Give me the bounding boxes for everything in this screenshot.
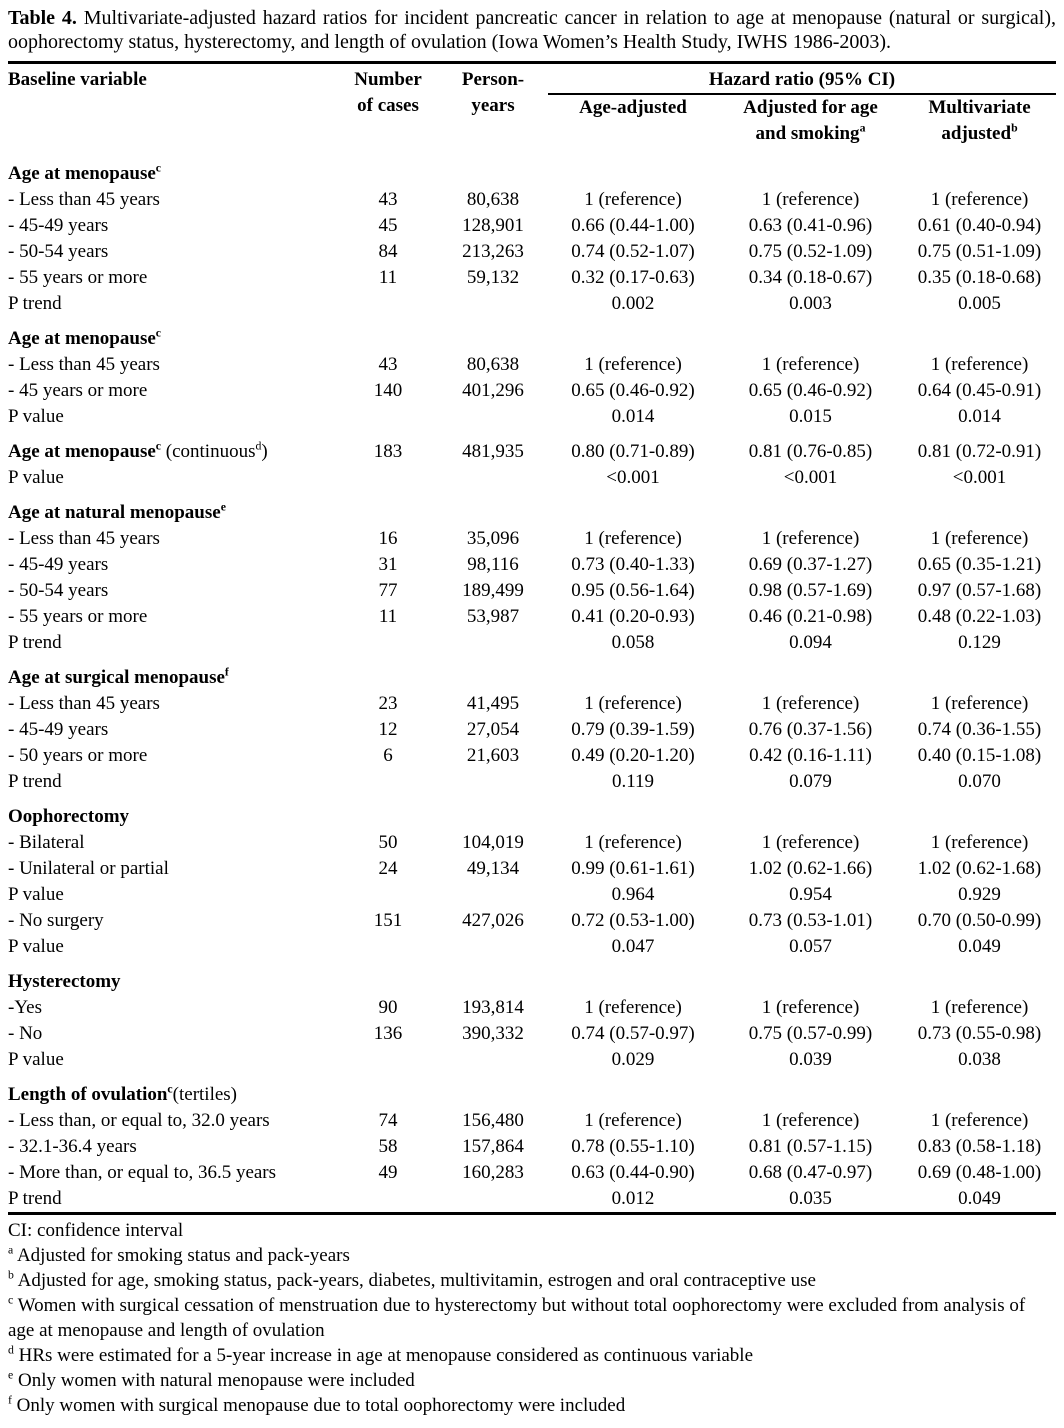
- section-heading-rest: (tertiles): [172, 1084, 238, 1105]
- cell-hr-multivariate: 1 (reference): [930, 693, 1029, 714]
- section-heading-sup: c: [155, 439, 162, 453]
- cell-hr-multivariate: 1 (reference): [930, 189, 1029, 210]
- cell-cases: 11: [378, 267, 398, 288]
- footnote-marker: c: [8, 1293, 14, 1307]
- section-heading: [8, 960, 1056, 995]
- section-heading-row: [8, 1073, 1056, 1108]
- cell-cases: 23: [378, 693, 398, 714]
- cell-hr-age-adjusted: 0.74 (0.57-0.97): [571, 1023, 695, 1044]
- cell-person-years: [438, 934, 548, 960]
- section-heading-row: [8, 152, 1056, 187]
- section-heading-rest-end: ): [261, 441, 268, 462]
- section-heading-text: Oophorectomy: [8, 806, 130, 827]
- cell-baseline: - Less than, or equal to, 32.0 years: [8, 1110, 270, 1131]
- cell-cases: [338, 630, 438, 656]
- cell-person-years: 41,495: [466, 693, 520, 714]
- table-caption-text: Multivariate-adjusted hazard ratios for incident pancreatic cancer in relation to age at menopause (natural or surgical), oophorectomy status, hysterectomy, and length of ovulation (Iowa Women’s Health Study, IWHS 1986-2003).: [8, 7, 1057, 53]
- cell-person-years: 390,332: [462, 1023, 524, 1044]
- cell-hr-multivariate: 0.35 (0.18-0.68): [917, 267, 1042, 288]
- cell-hr-age-adjusted: 1 (reference): [584, 693, 682, 714]
- cell-baseline: - 32.1-36.4 years: [8, 1136, 137, 1157]
- cell-baseline: - No surgery: [8, 910, 104, 931]
- table-row: [8, 769, 1056, 795]
- col-header-person-line1: Person-: [461, 69, 525, 90]
- cell-hr-age-adjusted: 0.73 (0.40-1.33): [571, 554, 695, 575]
- cell-hr-age-smoking: 0.34 (0.18-0.67): [748, 267, 873, 288]
- cell-hr-age-adjusted: 0.32 (0.17-0.63): [571, 267, 695, 288]
- cell-person-years: 49,134: [466, 858, 520, 879]
- cell-hr-age-smoking: 0.015: [789, 406, 832, 427]
- cell-cases: 77: [378, 580, 398, 601]
- cell-hr-age-smoking: 0.69 (0.37-1.27): [748, 554, 873, 575]
- section-heading: [8, 317, 1056, 352]
- cell-hr-multivariate: 1 (reference): [930, 528, 1029, 549]
- col-header-smoking-line2-text: and smoking: [755, 123, 860, 144]
- cell-person-years: [438, 404, 548, 430]
- cell-hr-multivariate: 0.70 (0.50-0.99): [917, 910, 1042, 931]
- cell-hr-age-smoking: 0.75 (0.57-0.99): [748, 1023, 873, 1044]
- cell-hr-age-adjusted: 0.49 (0.20-1.20): [571, 745, 695, 766]
- col-header-hazard-ratio: [548, 63, 1056, 95]
- section-heading: [8, 152, 1056, 187]
- cell-hr-age-adjusted: 0.41 (0.20-0.93): [571, 606, 695, 627]
- table-row: [8, 213, 1056, 239]
- footnote-marker: f: [8, 1393, 12, 1407]
- cell-person-years: [438, 291, 548, 317]
- table-row: [8, 691, 1056, 717]
- cell-baseline: - 50-54 years: [8, 241, 109, 262]
- cell-hr-age-adjusted: 0.964: [611, 884, 655, 905]
- cell-hr-multivariate: 0.049: [958, 1188, 1001, 1209]
- cell-hr-age-smoking: 0.954: [789, 884, 832, 905]
- cell-person-years: [438, 882, 548, 908]
- cell-hr-age-smoking: 0.68 (0.47-0.97): [748, 1162, 873, 1183]
- footnote-line: [8, 1368, 1056, 1393]
- cell-person-years: 427,026: [462, 910, 524, 931]
- cell-hr-multivariate: 0.070: [958, 771, 1001, 792]
- cell-hr-age-smoking: 0.73 (0.53-1.01): [748, 910, 873, 931]
- cell-hr-age-adjusted: <0.001: [606, 467, 660, 488]
- cell-hr-age-adjusted: 0.029: [611, 1049, 655, 1070]
- table-row: [8, 239, 1056, 265]
- col-header-smoking-line2: [718, 121, 903, 147]
- cell-hr-age-smoking: 1 (reference): [761, 189, 860, 210]
- cell-cases: 12: [378, 719, 398, 740]
- cell-person-years: 189,499: [462, 580, 524, 601]
- cell-person-years: 157,864: [462, 1136, 524, 1157]
- cell-person-years: 80,638: [466, 189, 520, 210]
- table-row: [8, 830, 1056, 856]
- table-row: [8, 856, 1056, 882]
- table-row: [8, 265, 1056, 291]
- cell-hr-age-smoking: 0.65 (0.46-0.92): [748, 380, 873, 401]
- cell-hr-age-adjusted: 0.78 (0.55-1.10): [571, 1136, 695, 1157]
- table-row: [8, 404, 1056, 430]
- section-heading-text: Age at surgical menopause$^f$: [8, 665, 229, 688]
- cell-hr-age-adjusted: 0.80 (0.71-0.89): [571, 441, 695, 462]
- section-heading-text: Age at menopause$^c$: [8, 161, 162, 184]
- section-heading-row: [8, 317, 1056, 352]
- cell-person-years: 53,987: [466, 606, 520, 627]
- col-header-smoking-line1: Adjusted for age: [743, 97, 878, 118]
- cell-baseline: - 55 years or more: [8, 606, 148, 627]
- cell-baseline: P value: [8, 1049, 64, 1070]
- cell-baseline: P value: [8, 936, 64, 957]
- col-header-baseline-variable: [8, 63, 338, 153]
- cell-baseline: P trend: [8, 293, 62, 314]
- cell-cases: 43: [378, 354, 398, 375]
- table-row: [8, 465, 1056, 491]
- cell-hr-age-adjusted: 0.74 (0.52-1.07): [571, 241, 695, 262]
- cell-hr-age-smoking: 0.76 (0.37-1.56): [748, 719, 873, 740]
- cell-person-years: 98,116: [467, 554, 519, 575]
- col-header-adjusted-age-smoking: [718, 94, 903, 152]
- table-row: [8, 291, 1056, 317]
- cell-baseline: P value: [8, 467, 64, 488]
- cell-hr-multivariate: 0.75 (0.51-1.09): [917, 241, 1042, 262]
- col-header-multivariate-line1: Multivariate: [928, 97, 1031, 118]
- footnote-marker: b: [8, 1268, 14, 1282]
- footnotes: [8, 1215, 1056, 1418]
- cell-hr-age-adjusted: 0.058: [611, 632, 655, 653]
- cell-hr-multivariate: 0.97 (0.57-1.68): [917, 580, 1042, 601]
- section-heading-text: Hysterectomy: [8, 971, 121, 992]
- cell-hr-multivariate: 0.005: [958, 293, 1001, 314]
- cell-hr-multivariate: 0.83 (0.58-1.18): [917, 1136, 1042, 1157]
- cell-hr-age-smoking: 0.039: [789, 1049, 832, 1070]
- cell-baseline: - Less than 45 years: [8, 693, 160, 714]
- cell-hr-multivariate: 0.61 (0.40-0.94): [917, 215, 1042, 236]
- cell-hr-age-adjusted: 0.119: [611, 771, 655, 792]
- section-heading-text: Age at menopause$^c$: [8, 439, 162, 462]
- footnote-marker-a: a: [859, 121, 866, 135]
- cell-cases: 140: [373, 380, 403, 401]
- cell-hr-age-smoking: 0.63 (0.41-0.96): [748, 215, 873, 236]
- col-header-baseline-text: Baseline variable: [8, 69, 147, 90]
- cell-hr-age-smoking: 1 (reference): [761, 832, 860, 853]
- cell-person-years: 80,638: [466, 354, 520, 375]
- col-header-age-adjusted: [548, 94, 718, 152]
- table-body: [8, 152, 1056, 1214]
- table-row: [8, 352, 1056, 378]
- footnote-line: [8, 1243, 1056, 1268]
- footnote-text: Only women with natural menopause were included: [17, 1370, 415, 1391]
- cell-person-years: 401,296: [462, 380, 524, 401]
- cell-hr-multivariate: 0.129: [958, 632, 1001, 653]
- cell-cases: 16: [378, 528, 398, 549]
- cell-hr-multivariate: 0.929: [958, 884, 1001, 905]
- cell-baseline: P trend: [8, 771, 62, 792]
- cell-hr-multivariate: 0.014: [958, 406, 1001, 427]
- cell-hr-age-smoking: 0.98 (0.57-1.69): [748, 580, 873, 601]
- cell-hr-age-adjusted: 0.95 (0.56-1.64): [571, 580, 695, 601]
- cell-person-years: 160,283: [462, 1162, 524, 1183]
- cell-person-years: [438, 465, 548, 491]
- cell-hr-age-adjusted: 1 (reference): [584, 189, 682, 210]
- cell-baseline: - Bilateral: [8, 832, 85, 853]
- cell-baseline: - 50-54 years: [8, 580, 109, 601]
- cell-hr-age-adjusted: 1 (reference): [584, 528, 682, 549]
- cell-hr-multivariate: 0.73 (0.55-0.98): [917, 1023, 1042, 1044]
- cell-baseline: - 45 years or more: [8, 380, 148, 401]
- cell-hr-age-smoking: 1 (reference): [761, 354, 860, 375]
- cell-hr-multivariate: 1 (reference): [930, 1110, 1029, 1131]
- cell-person-years: [438, 1186, 548, 1214]
- table-row: [8, 187, 1056, 213]
- cell-person-years: 21,603: [466, 745, 520, 766]
- cell-hr-age-smoking: 0.42 (0.16-1.11): [749, 745, 872, 766]
- cell-hr-age-smoking: 0.81 (0.76-0.85): [748, 441, 873, 462]
- cell-hr-age-smoking: 1.02 (0.62-1.66): [748, 858, 873, 879]
- cell-baseline: - No: [8, 1023, 43, 1044]
- section-heading-rest-sup: d: [255, 439, 262, 453]
- cell-baseline: - Unilateral or partial: [8, 858, 169, 879]
- table-row: [8, 934, 1056, 960]
- footnote-marker: d: [8, 1343, 14, 1357]
- cell-cases: 6: [383, 745, 393, 766]
- cell-cases: [338, 465, 438, 491]
- table-row: [8, 1021, 1056, 1047]
- cell-hr-multivariate: 0.40 (0.15-1.08): [917, 745, 1042, 766]
- cell-person-years: [438, 630, 548, 656]
- cell-hr-multivariate: 0.74 (0.36-1.55): [917, 719, 1042, 740]
- cell-person-years: 104,019: [462, 832, 524, 853]
- section-heading-sup: c: [167, 1082, 173, 1096]
- table-row: [8, 1186, 1056, 1214]
- cell-hr-multivariate: 0.64 (0.45-0.91): [917, 380, 1042, 401]
- cell-cases: 136: [373, 1023, 403, 1044]
- cell-hr-multivariate: 0.65 (0.35-1.21): [917, 554, 1042, 575]
- cell-cases: [338, 1186, 438, 1214]
- table-row: [8, 743, 1056, 769]
- section-heading-sup: c: [155, 326, 162, 340]
- cell-cases: 90: [378, 997, 398, 1018]
- cell-hr-multivariate: 1 (reference): [930, 832, 1029, 853]
- section-heading-row: [8, 430, 1056, 465]
- col-header-number-line2: of cases: [357, 95, 419, 116]
- cell-baseline: -Yes: [8, 997, 42, 1018]
- table-row: [8, 526, 1056, 552]
- footnote-marker-b: b: [1011, 121, 1018, 135]
- cell-person-years: 193,814: [462, 997, 524, 1018]
- section-heading-text: Age at natural menopause$^e$: [8, 500, 226, 523]
- cell-hr-age-smoking: 0.75 (0.52-1.09): [748, 241, 873, 262]
- section-heading-text: Age at menopause$^c$: [8, 326, 162, 349]
- table-row: [8, 578, 1056, 604]
- cell-hr-age-adjusted: 0.047: [611, 936, 655, 957]
- cell-cases: 11: [378, 606, 398, 627]
- table-caption-label: Table 4.: [8, 7, 77, 29]
- footnote-text: HRs were estimated for a 5-year increase in age at menopause considered as continuous variable: [18, 1345, 754, 1366]
- cell-cases: 50: [378, 832, 398, 853]
- section-heading-text: Length of ovulation$^c$: [8, 1082, 173, 1105]
- cell-hr-age-adjusted: 0.99 (0.61-1.61): [571, 858, 695, 879]
- hazard-ratio-table: [8, 61, 1056, 1215]
- cell-cases: [338, 1047, 438, 1073]
- cell-hr-multivariate: 1 (reference): [930, 354, 1029, 375]
- col-header-number-line1: Number: [354, 69, 422, 90]
- table-row: [8, 882, 1056, 908]
- cell-baseline: - 45-49 years: [8, 719, 109, 740]
- cell-baseline: - More than, or equal to, 36.5 years: [8, 1162, 277, 1183]
- cell-hr-age-adjusted: 0.012: [611, 1188, 655, 1209]
- footnote-text: Adjusted for smoking status and pack-years: [16, 1245, 350, 1266]
- footnote-text: Women with surgical cessation of menstruation due to hysterectomy but without total oophorectomy were excluded from analysis of age at menopause and length of ovulation: [8, 1295, 1026, 1341]
- table-row: [8, 630, 1056, 656]
- cell-hr-age-smoking: 0.81 (0.57-1.15): [748, 1136, 873, 1157]
- section-heading-sup: c: [155, 161, 162, 175]
- cell-baseline: - Less than 45 years: [8, 189, 160, 210]
- footnote-line: [8, 1293, 1056, 1343]
- cell-hr-age-adjusted: 1 (reference): [584, 1110, 682, 1131]
- table-row: [8, 995, 1056, 1021]
- cell-cases: 49: [378, 1162, 398, 1183]
- cell-hr-age-smoking: 0.079: [789, 771, 832, 792]
- cell-cases: 58: [378, 1136, 398, 1157]
- cell-cases: 151: [373, 910, 403, 931]
- col-header-hazard-ratio-text: Hazard ratio (95% CI): [708, 69, 896, 90]
- table-row: [8, 717, 1056, 743]
- table-row: [8, 1134, 1056, 1160]
- cell-baseline: - Less than 45 years: [8, 354, 160, 375]
- cell-hr-age-smoking: <0.001: [783, 467, 838, 488]
- col-header-person-years: [438, 63, 548, 153]
- section-heading-row: [8, 960, 1056, 995]
- cell-person-years: 27,054: [466, 719, 520, 740]
- cell-baseline: - 45-49 years: [8, 215, 109, 236]
- table-row: [8, 604, 1056, 630]
- cell-hr-age-adjusted: 0.65 (0.46-0.92): [571, 380, 695, 401]
- table-header: [8, 63, 1056, 153]
- footnote-line: [8, 1218, 1056, 1243]
- cell-cases: 84: [378, 241, 398, 262]
- cell-hr-multivariate: 0.48 (0.22-1.03): [917, 606, 1042, 627]
- section-heading: [8, 491, 1056, 526]
- footnote-line: [8, 1268, 1056, 1293]
- cell-baseline: - 55 years or more: [8, 267, 148, 288]
- cell-cases: [338, 291, 438, 317]
- footnote-marker: e: [8, 1368, 14, 1382]
- cell-hr-age-smoking: 0.057: [789, 936, 832, 957]
- cell-person-years: 128,901: [462, 215, 524, 236]
- cell-hr-age-smoking: 1 (reference): [761, 528, 860, 549]
- section-heading-row: [8, 656, 1056, 691]
- cell-hr-multivariate: 0.038: [958, 1049, 1001, 1070]
- section-heading: [8, 656, 1056, 691]
- cell-hr-age-smoking: 0.46 (0.21-0.98): [748, 606, 873, 627]
- section-heading-row: [8, 491, 1056, 526]
- cell-hr-multivariate: 0.049: [958, 936, 1001, 957]
- cell-person-years: [438, 1047, 548, 1073]
- cell-hr-multivariate: 1.02 (0.62-1.68): [917, 858, 1042, 879]
- cell-cases: [338, 769, 438, 795]
- section-heading-sup: e: [220, 500, 226, 514]
- footnote-text: CI: confidence interval: [8, 1220, 184, 1241]
- cell-cases: [338, 404, 438, 430]
- cell-baseline: - Less than 45 years: [8, 528, 160, 549]
- col-header-multivariate-adjusted: [903, 94, 1056, 152]
- section-heading-rest: (continuous: [161, 441, 256, 462]
- col-header-multivariate-line2: [903, 121, 1056, 147]
- cell-cases: 74: [378, 1110, 398, 1131]
- cell-hr-age-smoking: 1 (reference): [761, 997, 860, 1018]
- cell-cases: [338, 882, 438, 908]
- cell-hr-age-adjusted: 1 (reference): [584, 354, 682, 375]
- col-header-age-adjusted-text: Age-adjusted: [579, 97, 687, 118]
- cell-hr-age-smoking: 1 (reference): [761, 1110, 860, 1131]
- footnote-marker: a: [8, 1243, 14, 1257]
- footnote-line: [8, 1393, 1056, 1418]
- section-heading-sup: f: [224, 665, 229, 679]
- col-header-number-of-cases: [338, 63, 438, 153]
- cell-person-years: 156,480: [462, 1110, 524, 1131]
- table-row: [8, 1108, 1056, 1134]
- cell-hr-age-smoking: 0.035: [789, 1188, 832, 1209]
- section-heading: [8, 430, 338, 465]
- cell-baseline: - 45-49 years: [8, 554, 109, 575]
- cell-hr-age-adjusted: 0.79 (0.39-1.59): [571, 719, 695, 740]
- section-heading-row: [8, 795, 1056, 830]
- cell-baseline: P value: [8, 884, 64, 905]
- cell-cases: [338, 934, 438, 960]
- footnote-line: [8, 1343, 1056, 1368]
- cell-baseline: P trend: [8, 1188, 62, 1209]
- table-row: [8, 552, 1056, 578]
- header-row-1: [8, 63, 1056, 95]
- cell-hr-multivariate: 1 (reference): [930, 997, 1029, 1018]
- cell-cases: 183: [373, 441, 403, 462]
- cell-baseline: - 50 years or more: [8, 745, 148, 766]
- cell-cases: 45: [378, 215, 398, 236]
- section-heading: [8, 1073, 1056, 1108]
- table-row: [8, 1160, 1056, 1186]
- cell-hr-age-adjusted: 1 (reference): [584, 997, 682, 1018]
- col-header-multivariate-line2-text: adjusted: [941, 123, 1012, 144]
- table-caption: [8, 6, 1056, 54]
- cell-cases: 31: [378, 554, 398, 575]
- cell-cases: 43: [378, 189, 398, 210]
- footnote-text: Only women with surgical menopause due to total oophorectomy were included: [16, 1395, 626, 1416]
- cell-hr-multivariate: 0.69 (0.48-1.00): [917, 1162, 1042, 1183]
- table-row: [8, 378, 1056, 404]
- cell-hr-age-adjusted: 0.72 (0.53-1.00): [571, 910, 695, 931]
- cell-hr-age-smoking: 0.003: [789, 293, 832, 314]
- cell-person-years: [438, 769, 548, 795]
- cell-hr-age-smoking: 0.094: [789, 632, 832, 653]
- cell-person-years: 59,132: [466, 267, 520, 288]
- col-header-person-line2: years: [471, 95, 515, 116]
- cell-hr-multivariate: 0.81 (0.72-0.91): [917, 441, 1042, 462]
- cell-hr-multivariate: <0.001: [952, 467, 1007, 488]
- table-row: [8, 1047, 1056, 1073]
- cell-baseline: P value: [8, 406, 64, 427]
- cell-person-years: 481,935: [462, 441, 524, 462]
- cell-baseline: P trend: [8, 632, 62, 653]
- cell-hr-age-adjusted: 0.66 (0.44-1.00): [571, 215, 695, 236]
- cell-hr-age-adjusted: 0.63 (0.44-0.90): [571, 1162, 695, 1183]
- cell-person-years: 213,263: [462, 241, 524, 262]
- cell-cases: 24: [378, 858, 398, 879]
- cell-hr-age-smoking: 1 (reference): [761, 693, 860, 714]
- cell-hr-age-adjusted: 1 (reference): [584, 832, 682, 853]
- footnote-text: Adjusted for age, smoking status, pack-years, diabetes, multivitamin, estrogen and oral contraceptive use: [17, 1270, 816, 1291]
- table-row: [8, 908, 1056, 934]
- cell-hr-age-adjusted: 0.014: [611, 406, 655, 427]
- cell-hr-age-adjusted: 0.002: [611, 293, 655, 314]
- section-heading: [8, 795, 1056, 830]
- cell-person-years: 35,096: [466, 528, 520, 549]
